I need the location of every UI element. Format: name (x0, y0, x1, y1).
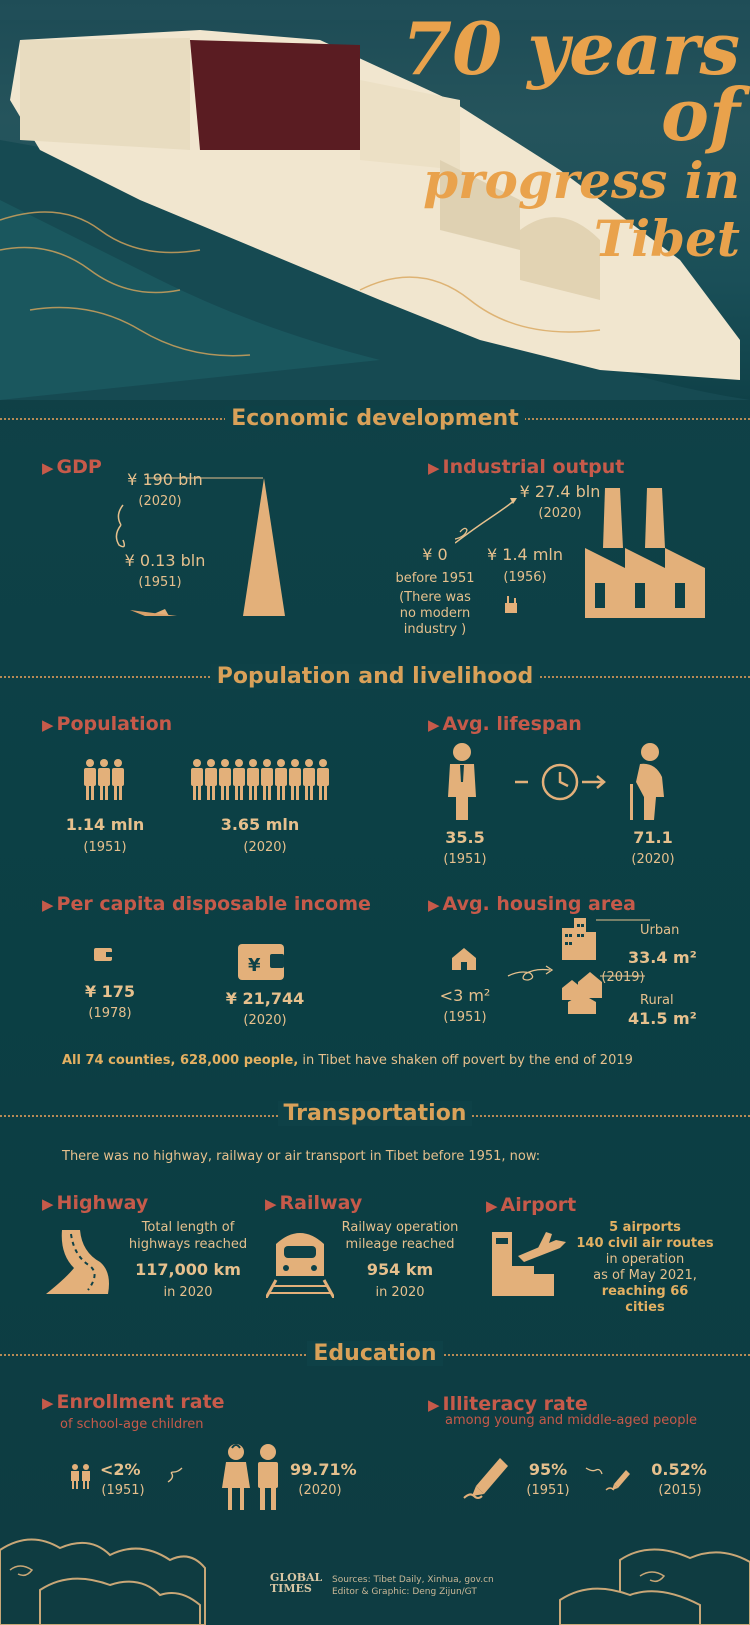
housing-2019-year: (2019) (601, 970, 645, 985)
title-line-3: Tibet (593, 209, 740, 268)
title-line-1: 70 years of (401, 6, 740, 157)
airport-line4: as of May 2021, (593, 1268, 697, 1283)
gdp-1951-value: ¥ 0.13 bln (124, 551, 206, 570)
infographic-title (400, 6, 740, 268)
train-icon (266, 1228, 334, 1298)
lifespan-icons (440, 742, 680, 820)
illiteracy-heading: ▶ Illiteracy rate (428, 1393, 588, 1415)
railway-year: in 2020 (375, 1285, 425, 1300)
poverty-note: All 74 counties, 628,000 people, in Tibet have shaken off povert by the end of 2019 (62, 1053, 633, 1068)
highway-year: in 2020 (163, 1285, 213, 1300)
gdp-2020-year: (2020) (138, 494, 182, 509)
enrollment-2020-value: 99.71% (290, 1460, 357, 1479)
lifespan-1951-value: 35.5 (445, 828, 485, 847)
urban-value: 33.4 m² (628, 948, 697, 967)
road-icon (44, 1228, 114, 1296)
section-transport-title: Transportation (0, 1101, 750, 1126)
highway-line1: Total length of (141, 1220, 235, 1235)
industrial-heading: ▶ Industrial output (428, 456, 625, 478)
gdp-1951-year: (1951) (138, 575, 182, 590)
income-1978-year: (1978) (88, 1006, 132, 1021)
gdp-2020-value: ¥ 190 bln (127, 470, 203, 489)
section-education-title: Education (0, 1341, 750, 1366)
people-2020-icon (190, 758, 340, 802)
population-1951-year: (1951) (83, 840, 127, 855)
income-2020-year: (2020) (243, 1013, 287, 1028)
highway-line2: highways reached (128, 1237, 248, 1252)
rural-label: Rural (640, 993, 674, 1008)
people-1951-icon (82, 758, 132, 802)
income-2020-value: ¥ 21,744 (225, 989, 305, 1008)
svg-text:¥: ¥ (248, 955, 261, 976)
airport-line1: 5 airports (609, 1220, 681, 1235)
illiteracy-2015-value: 0.52% (651, 1460, 707, 1479)
industrial-no-modern-note: (There was no modern industry ) (399, 590, 471, 637)
airport-line2: 140 civil air routes (576, 1236, 714, 1251)
lifespan-2020-year: (2020) (631, 852, 675, 867)
section-economic-title: Economic development (0, 406, 750, 431)
industrial-2020-value: ¥ 27.4 bln (519, 482, 601, 501)
gdp-pyramid-chart (105, 470, 285, 620)
global-times-logo: GLOBAL TIMES (270, 1571, 323, 1595)
rural-value: 41.5 m² (628, 1009, 697, 1028)
title-line-2: progress in (423, 151, 740, 210)
population-1951-value: 1.14 mln (65, 815, 145, 834)
population-heading: ▶ Population (42, 713, 173, 735)
lifespan-2020-value: 71.1 (633, 828, 673, 847)
editor-credit: Editor & Graphic: Deng Zijun/GT (332, 1587, 477, 1597)
enrollment-hint: of school-age children (60, 1417, 204, 1432)
income-heading: ▶ Per capita disposable income (42, 893, 371, 915)
enrollment-heading: ▶ Enrollment rate (42, 1391, 225, 1413)
population-2020-year: (2020) (243, 840, 287, 855)
illiteracy-2015-year: (2015) (658, 1483, 702, 1498)
industrial-before-value: ¥ 0 (422, 545, 448, 564)
illiteracy-1951-value: 95% (528, 1460, 568, 1479)
hero-banner (0, 0, 750, 400)
enrollment-1951-value: <2% (100, 1460, 141, 1479)
factory-icon (455, 488, 715, 618)
enrollment-1951-year: (1951) (101, 1483, 145, 1498)
lifespan-1951-year: (1951) (443, 852, 487, 867)
transport-intro: There was no highway, railway or air transport in Tibet before 1951, now: (62, 1149, 541, 1164)
large-wallet-icon (238, 942, 288, 982)
railway-value: 954 km (366, 1260, 434, 1279)
section-population-title: Population and livelihood (0, 664, 750, 689)
gdp-heading: ▶ GDP (42, 456, 102, 478)
airport-line5: reaching 66 cities (601, 1284, 689, 1315)
housing-1951-value: <3 m² (439, 986, 491, 1005)
industrial-before-label: before 1951 (395, 571, 475, 586)
urban-label: Urban (640, 923, 680, 938)
housing-1951-year: (1951) (443, 1010, 487, 1025)
lifespan-heading: ▶ Avg. lifespan (428, 713, 582, 735)
sources-credit: Sources: Tibet Daily, Xinhua, gov.cn (332, 1575, 494, 1585)
illiteracy-hint: among young and middle-aged people (445, 1413, 698, 1428)
highway-heading: ▶ Highway (42, 1192, 149, 1214)
railway-line1: Railway operation (341, 1220, 459, 1235)
airport-line3: in operation (605, 1252, 685, 1267)
enrollment-2020-year: (2020) (298, 1483, 342, 1498)
highway-value: 117,000 km (135, 1260, 241, 1279)
railway-heading: ▶ Railway (265, 1192, 363, 1214)
industrial-2020-year: (2020) (538, 506, 582, 521)
housing-heading: ▶ Avg. housing area (428, 893, 636, 915)
airport-icon (490, 1228, 570, 1296)
airport-heading: ▶ Airport (486, 1194, 577, 1216)
income-1978-value: ¥ 175 (84, 982, 136, 1001)
railway-line2: mileage reached (345, 1237, 455, 1252)
small-wallet-icon (94, 946, 114, 962)
illiteracy-1951-year: (1951) (526, 1483, 570, 1498)
population-2020-value: 3.65 mln (220, 815, 300, 834)
industrial-1956-value: ¥ 1.4 mln (487, 545, 563, 564)
cloud-decoration (0, 1480, 750, 1625)
industrial-1956-year: (1956) (503, 570, 547, 585)
